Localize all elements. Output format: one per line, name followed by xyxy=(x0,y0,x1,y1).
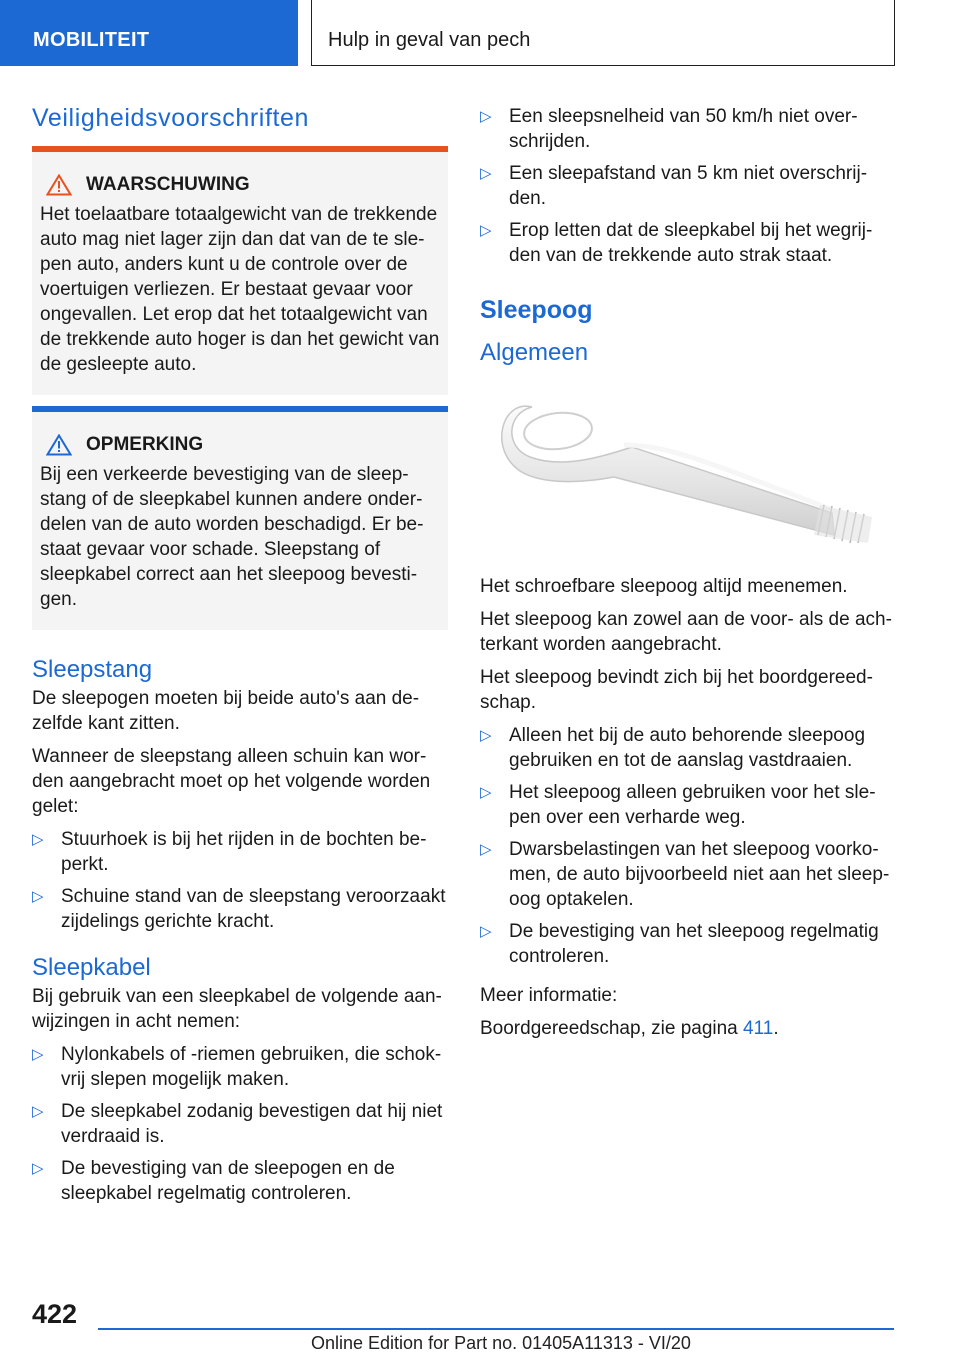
list-item: ▷ De bevestiging van het sleepoog regelmatig controleren. xyxy=(480,921,879,967)
right-column xyxy=(480,104,894,1049)
triangle-bullet-icon: ▷ xyxy=(32,1103,44,1120)
section-sleepkabel-title: Sleepkabel xyxy=(32,954,151,981)
list-item: ▷ Een sleepafstand van 5 km niet overschrijden. xyxy=(480,163,868,209)
triangle-bullet-icon: ▷ xyxy=(480,727,492,744)
warning-heading xyxy=(40,174,440,196)
list-item: ▷ Dwarsbelastingen van het sleepoog voorkomen, de auto bijvoorbeeld niet aan het sleepoog optakelen. xyxy=(480,839,890,910)
page-link[interactable]: 411 xyxy=(743,1018,774,1039)
more-info-label: Meer informatie: xyxy=(480,985,618,1006)
triangle-bullet-icon: ▷ xyxy=(32,1046,44,1063)
page-header xyxy=(0,0,960,66)
triangle-bullet-icon: ▷ xyxy=(32,888,44,905)
subsection-title: Algemeen xyxy=(480,339,589,366)
list-item: ▷ Nylonkabels of -riemen gebruiken, die schokvrij slepen mogelijk maken. xyxy=(32,1044,442,1090)
sleepoog-list xyxy=(480,723,894,969)
page-title: Veiligheidsvoorschriften xyxy=(32,104,310,132)
edition-text: Online Edition for Part no. 01405A11313 - VI/20 xyxy=(311,1333,691,1353)
paragraph: Het schroefbare sleepoog altijd meenemen. xyxy=(480,576,848,597)
triangle-bullet-icon: ▷ xyxy=(32,831,44,848)
paragraph: Het sleepoog bevindt zich bij het boordgereedschap. xyxy=(480,667,873,713)
paragraph: Het sleepoog kan zowel aan de voor- als de achterkant worden aangebracht. xyxy=(480,609,892,655)
cross-reference: Boordgereedschap, zie pagina 411. xyxy=(480,1018,779,1039)
warning-triangle-icon xyxy=(46,174,72,196)
triangle-bullet-icon: ▷ xyxy=(480,784,492,801)
paragraph: De sleepogen moeten bij beide auto's aan dezelfde kant zitten. xyxy=(32,688,420,734)
triangle-bullet-icon: ▷ xyxy=(480,923,492,940)
note-text: Bij een verkeerde bevestiging van de sleepstang of de sleepkabel kunnen andere onderdelen van de auto worden beschadigd. Er bestaat gevaar voor schade. Sleepstang of sleepkabel correct aan het sleepoog bevestigen. xyxy=(40,464,424,610)
triangle-bullet-icon: ▷ xyxy=(480,165,492,182)
footer-divider xyxy=(98,1328,894,1330)
list-item: ▷ De bevestiging van de sleepogen en de sleepkabel regelmatig controleren. xyxy=(32,1158,395,1204)
triangle-bullet-icon: ▷ xyxy=(480,108,492,125)
warning-label: WAARSCHUWING xyxy=(86,174,250,195)
paragraph: Bij gebruik van een sleepkabel de volgende aanwijzingen in acht nemen: xyxy=(32,986,442,1032)
towing-rules-list xyxy=(480,104,894,268)
triangle-bullet-icon: ▷ xyxy=(480,841,492,858)
triangle-bullet-icon: ▷ xyxy=(480,222,492,239)
triangle-bullet-icon: ▷ xyxy=(32,1160,44,1177)
section-sleepoog-title: Sleepoog xyxy=(480,296,593,324)
list-item: ▷ Alleen het bij de auto behorende sleepoog gebruiken en tot de aanslag vastdraaien. xyxy=(480,725,866,771)
list-item: ▷ Een sleepsnelheid van 50 km/h niet overschrijden. xyxy=(480,106,858,152)
sleepkabel-list xyxy=(32,1042,448,1206)
list-item: ▷ Erop letten dat de sleepkabel bij het wegrijden van de trekkende auto strak staat. xyxy=(480,220,873,266)
warning-box xyxy=(32,146,448,395)
tow-eye-illustration xyxy=(492,385,894,550)
sleepstang-list xyxy=(32,827,448,934)
list-item: ▷ Stuurhoek is bij het rijden in de bochten beperkt. xyxy=(32,829,427,875)
note-label: OPMERKING xyxy=(86,434,204,455)
paragraph: Wanneer de sleepstang alleen schuin kan worden aangebracht moet op het volgende worden gelet: xyxy=(32,746,431,817)
list-item: ▷ Schuine stand van de sleepstang veroorzaakt zijdelings gerichte kracht. xyxy=(32,886,446,932)
warning-triangle-icon xyxy=(46,434,72,456)
page-number: 422 xyxy=(32,1299,78,1329)
left-column xyxy=(32,92,448,1216)
note-box xyxy=(32,406,448,630)
section-tab: MOBILITEIT xyxy=(0,0,298,66)
list-item: ▷ De sleepkabel zodanig bevestigen dat hij niet verdraaid is. xyxy=(32,1101,443,1147)
warning-text: Het toelaatbare totaalgewicht van de trekkende auto mag niet lager zijn dan dat van de te slepen auto, anders kunt u de controle over de voertuigen verliezen. Er bestaat gevaar voor ongevallen. Let erop dat het totaalgewicht van de trekkende auto hoger is dan het gewicht van de gesleepte auto. xyxy=(40,204,440,375)
note-heading xyxy=(40,434,440,456)
section-sleepstang-title: Sleepstang xyxy=(32,656,153,683)
chapter-title: Hulp in geval van pech xyxy=(311,0,895,66)
list-item: ▷ Het sleepoog alleen gebruiken voor het slepen over een verharde weg. xyxy=(480,782,876,828)
